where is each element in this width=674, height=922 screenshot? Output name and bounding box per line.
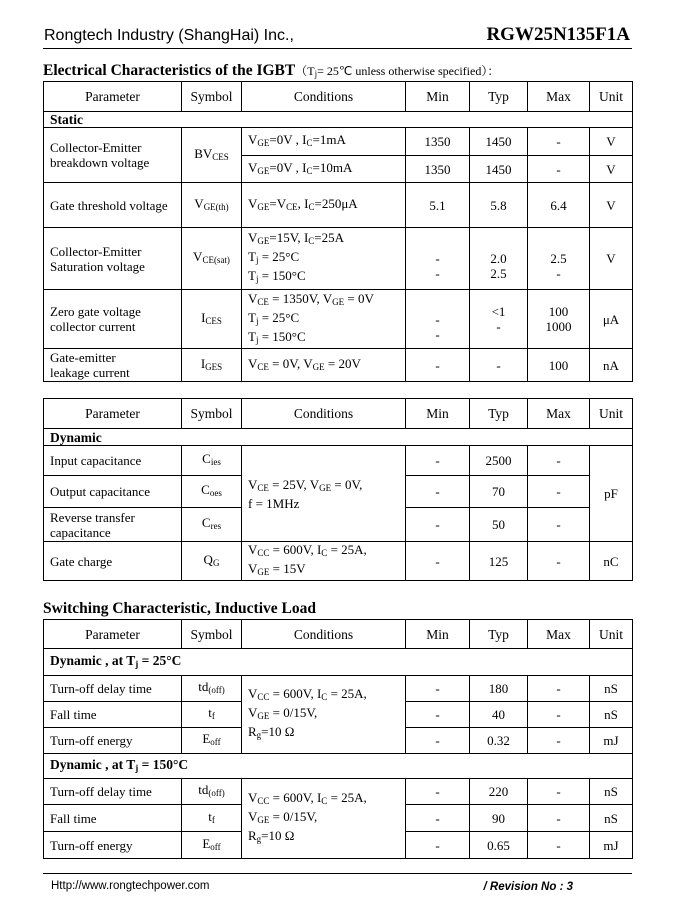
table-row (44, 128, 633, 156)
table-row (44, 676, 633, 702)
table-row (44, 542, 633, 581)
max-value: - (528, 728, 590, 754)
param-qg: Gate charge (44, 542, 182, 581)
part-number: RGW25N135F1A (486, 24, 630, 45)
col-unit: Unit (590, 82, 633, 112)
min-value: - - (406, 228, 470, 290)
symbol: $td_{(off)}$ (182, 676, 242, 702)
unit-value: nS (590, 805, 633, 832)
max-value: - (528, 446, 590, 476)
dynamic-table (43, 398, 633, 581)
min-value: 1350 (406, 156, 470, 183)
col-parameter: Parameter (44, 620, 182, 649)
max-value: - (528, 156, 590, 183)
typ-value: - (470, 349, 528, 382)
unit-value: nS (590, 676, 633, 702)
symbol: $E_{off}$ (182, 728, 242, 754)
max-value: 100 (528, 349, 590, 382)
typ-value: 1450 (470, 128, 528, 156)
typ-value: 220 (470, 779, 528, 805)
col-conditions: Conditions (242, 399, 406, 429)
param: Fall time (44, 702, 182, 728)
max-value: - (528, 832, 590, 859)
min-value: - (406, 779, 470, 805)
symbol-bvces: $BV_{CES}$ (182, 128, 242, 183)
table-row (44, 183, 633, 228)
footer-revision: / Revision No : 3 (483, 881, 573, 893)
symbol-coes: $C_{oes}$ (182, 476, 242, 508)
cond: $V_{GE}=0V$ , $I_C=10mA$ (242, 156, 406, 183)
min-value: - (406, 832, 470, 859)
col-typ: Typ (470, 399, 528, 429)
col-max: Max (528, 399, 590, 429)
typ-value: 2500 (470, 446, 528, 476)
unit-value: nA (590, 349, 633, 382)
typ-value: <1 - (470, 290, 528, 349)
unit-value: nS (590, 702, 633, 728)
unit-value: V (590, 156, 633, 183)
max-value: - (528, 508, 590, 542)
param: Turn-off energy (44, 728, 182, 754)
typ-value: 0.65 (470, 832, 528, 859)
unit-value: mJ (590, 832, 633, 859)
max-value: 6.4 (528, 183, 590, 228)
group-dynamic-150c: Dynamic , at $T_j = 150^\circ C$ (44, 754, 633, 779)
col-typ: Typ (470, 620, 528, 649)
max-value: - (528, 805, 590, 832)
col-conditions: Conditions (242, 620, 406, 649)
symbol-iges: $I_{GES}$ (182, 349, 242, 382)
max-value: - (528, 779, 590, 805)
symbol: $t_f$ (182, 805, 242, 832)
typ-value: 5.8 (470, 183, 528, 228)
symbol: $E_{off}$ (182, 832, 242, 859)
switching-table (43, 619, 633, 859)
table-row (44, 228, 633, 290)
typ-value: 180 (470, 676, 528, 702)
col-conditions: Conditions (242, 82, 406, 112)
cond-switching-25c: $V_{CC} = 600V$, $I_C = 25A$, $V_{GE} = 0/15V$, $R_g=10$ Ω (242, 676, 406, 754)
cond: $V_{GE}=15V$, $I_C=25A$ $T_j = 25^\circ C$ $T_j = 150^\circ C$ (242, 228, 406, 290)
min-value: - (406, 508, 470, 542)
col-unit: Unit (590, 620, 633, 649)
param-vgeth: Gate threshold voltage (44, 183, 182, 228)
cond: $V_{CE} = 1350V$, $V_{GE} = 0V$ $T_j = 25^\circ C$ $T_j = 150^\circ C$ (242, 290, 406, 349)
typ-value: 70 (470, 476, 528, 508)
min-value: - (406, 676, 470, 702)
header-divider (43, 48, 632, 49)
symbol-qg: $Q_G$ (182, 542, 242, 581)
symbol-cres: $C_{res}$ (182, 508, 242, 542)
col-parameter: Parameter (44, 399, 182, 429)
col-max: Max (528, 620, 590, 649)
col-unit: Unit (590, 399, 633, 429)
footer-divider (43, 873, 632, 874)
min-value: - (406, 349, 470, 382)
min-value: 1350 (406, 128, 470, 156)
param-cies: Input capacitance (44, 446, 182, 476)
cond-switching-150c: $V_{CC} = 600V$, $I_C = 25A$, $V_{GE} = 0/15V$, $R_g=10$ Ω (242, 779, 406, 859)
unit-value: V (590, 128, 633, 156)
symbol: $t_f$ (182, 702, 242, 728)
min-value: - - (406, 290, 470, 349)
max-value: - (528, 542, 590, 581)
max-value: - (528, 128, 590, 156)
table-row (44, 349, 633, 382)
group-static: Static (44, 112, 633, 128)
max-value: - (528, 702, 590, 728)
min-value: - (406, 476, 470, 508)
symbol-ices: $I_{CES}$ (182, 290, 242, 349)
max-value: 100 1000 (528, 290, 590, 349)
group-dynamic-25c: Dynamic , at $T_j = 25^\circ C$ (44, 649, 633, 676)
symbol: $td_{(off)}$ (182, 779, 242, 805)
param: Turn-off delay time (44, 779, 182, 805)
min-value: - (406, 702, 470, 728)
section-title-igbt: Electrical Characteristics of the $IGBT(T_j=$ 25℃ unless otherwise specified）： (43, 62, 500, 79)
col-typ: Typ (470, 82, 528, 112)
symbol-vgeth: $V_{GE(th)}$ (182, 183, 242, 228)
typ-value: 90 (470, 805, 528, 832)
table-header-row (44, 620, 633, 649)
unit-value: nS (590, 779, 633, 805)
min-value: - (406, 728, 470, 754)
max-value: - (528, 676, 590, 702)
param-coes: Output capacitance (44, 476, 182, 508)
col-min: Min (406, 82, 470, 112)
col-symbol: Symbol (182, 399, 242, 429)
table-row (44, 779, 633, 805)
max-value: - (528, 476, 590, 508)
unit-value: μA (590, 290, 633, 349)
cond: $V_{GE}=0V$ , $I_C=1mA$ (242, 128, 406, 156)
company-name: Rongtech Industry (ShangHai) Inc., (44, 27, 294, 44)
param-vcesat: Collector-Emitter Saturation voltage (44, 228, 182, 290)
param-bvces: Collector-Emitter breakdown voltage (44, 128, 182, 183)
conditions-note: （$T_j=$ 25℃ unless otherwise specified）： (295, 64, 500, 79)
typ-value: 50 (470, 508, 528, 542)
static-table (43, 81, 633, 382)
typ-value: 40 (470, 702, 528, 728)
symbol-vcesat: $V_{CE(sat)}$ (182, 228, 242, 290)
table-row (44, 446, 633, 476)
cond: $V_{GE}=V_{CE}$, $I_C=250\mu A$ (242, 183, 406, 228)
group-dynamic: Dynamic (44, 429, 633, 446)
cond: $V_{CC} = 600V$, $I_C = 25A$, $V_{GE} = 15V$ (242, 542, 406, 581)
table-row (44, 290, 633, 349)
max-value: 2.5 - (528, 228, 590, 290)
col-max: Max (528, 82, 590, 112)
min-value: - (406, 805, 470, 832)
min-value: - (406, 446, 470, 476)
table-header-row (44, 82, 633, 112)
unit-value: nC (590, 542, 633, 581)
unit-value: V (590, 183, 633, 228)
param-iges: Gate-emitter leakage current (44, 349, 182, 382)
typ-value: 0.32 (470, 728, 528, 754)
param: Turn-off energy (44, 832, 182, 859)
param: Fall time (44, 805, 182, 832)
table-header-row (44, 399, 633, 429)
unit-value: mJ (590, 728, 633, 754)
col-symbol: Symbol (182, 82, 242, 112)
min-value: 5.1 (406, 183, 470, 228)
typ-value: 2.0 2.5 (470, 228, 528, 290)
section-title-switching: Switching Characteristic, Inductive Load (43, 600, 316, 617)
param-ices: Zero gate voltage collector current (44, 290, 182, 349)
unit-value: V (590, 228, 633, 290)
typ-value: 1450 (470, 156, 528, 183)
col-symbol: Symbol (182, 620, 242, 649)
param: Turn-off delay time (44, 676, 182, 702)
unit-value: pF (590, 446, 633, 542)
symbol-cies: $C_{ies}$ (182, 446, 242, 476)
col-min: Min (406, 620, 470, 649)
typ-value: 125 (470, 542, 528, 581)
footer-url[interactable]: Http://www.rongtechpower.com (51, 880, 210, 892)
cond: $V_{CE} = 0V$, $V_{GE} = 20V$ (242, 349, 406, 382)
min-value: - (406, 542, 470, 581)
col-min: Min (406, 399, 470, 429)
col-parameter: Parameter (44, 82, 182, 112)
cond-capacitance: $V_{CE} = 25V$, $V_{GE} = 0V$, f = 1MHz (242, 446, 406, 542)
param-cres: Reverse transfer capacitance (44, 508, 182, 542)
